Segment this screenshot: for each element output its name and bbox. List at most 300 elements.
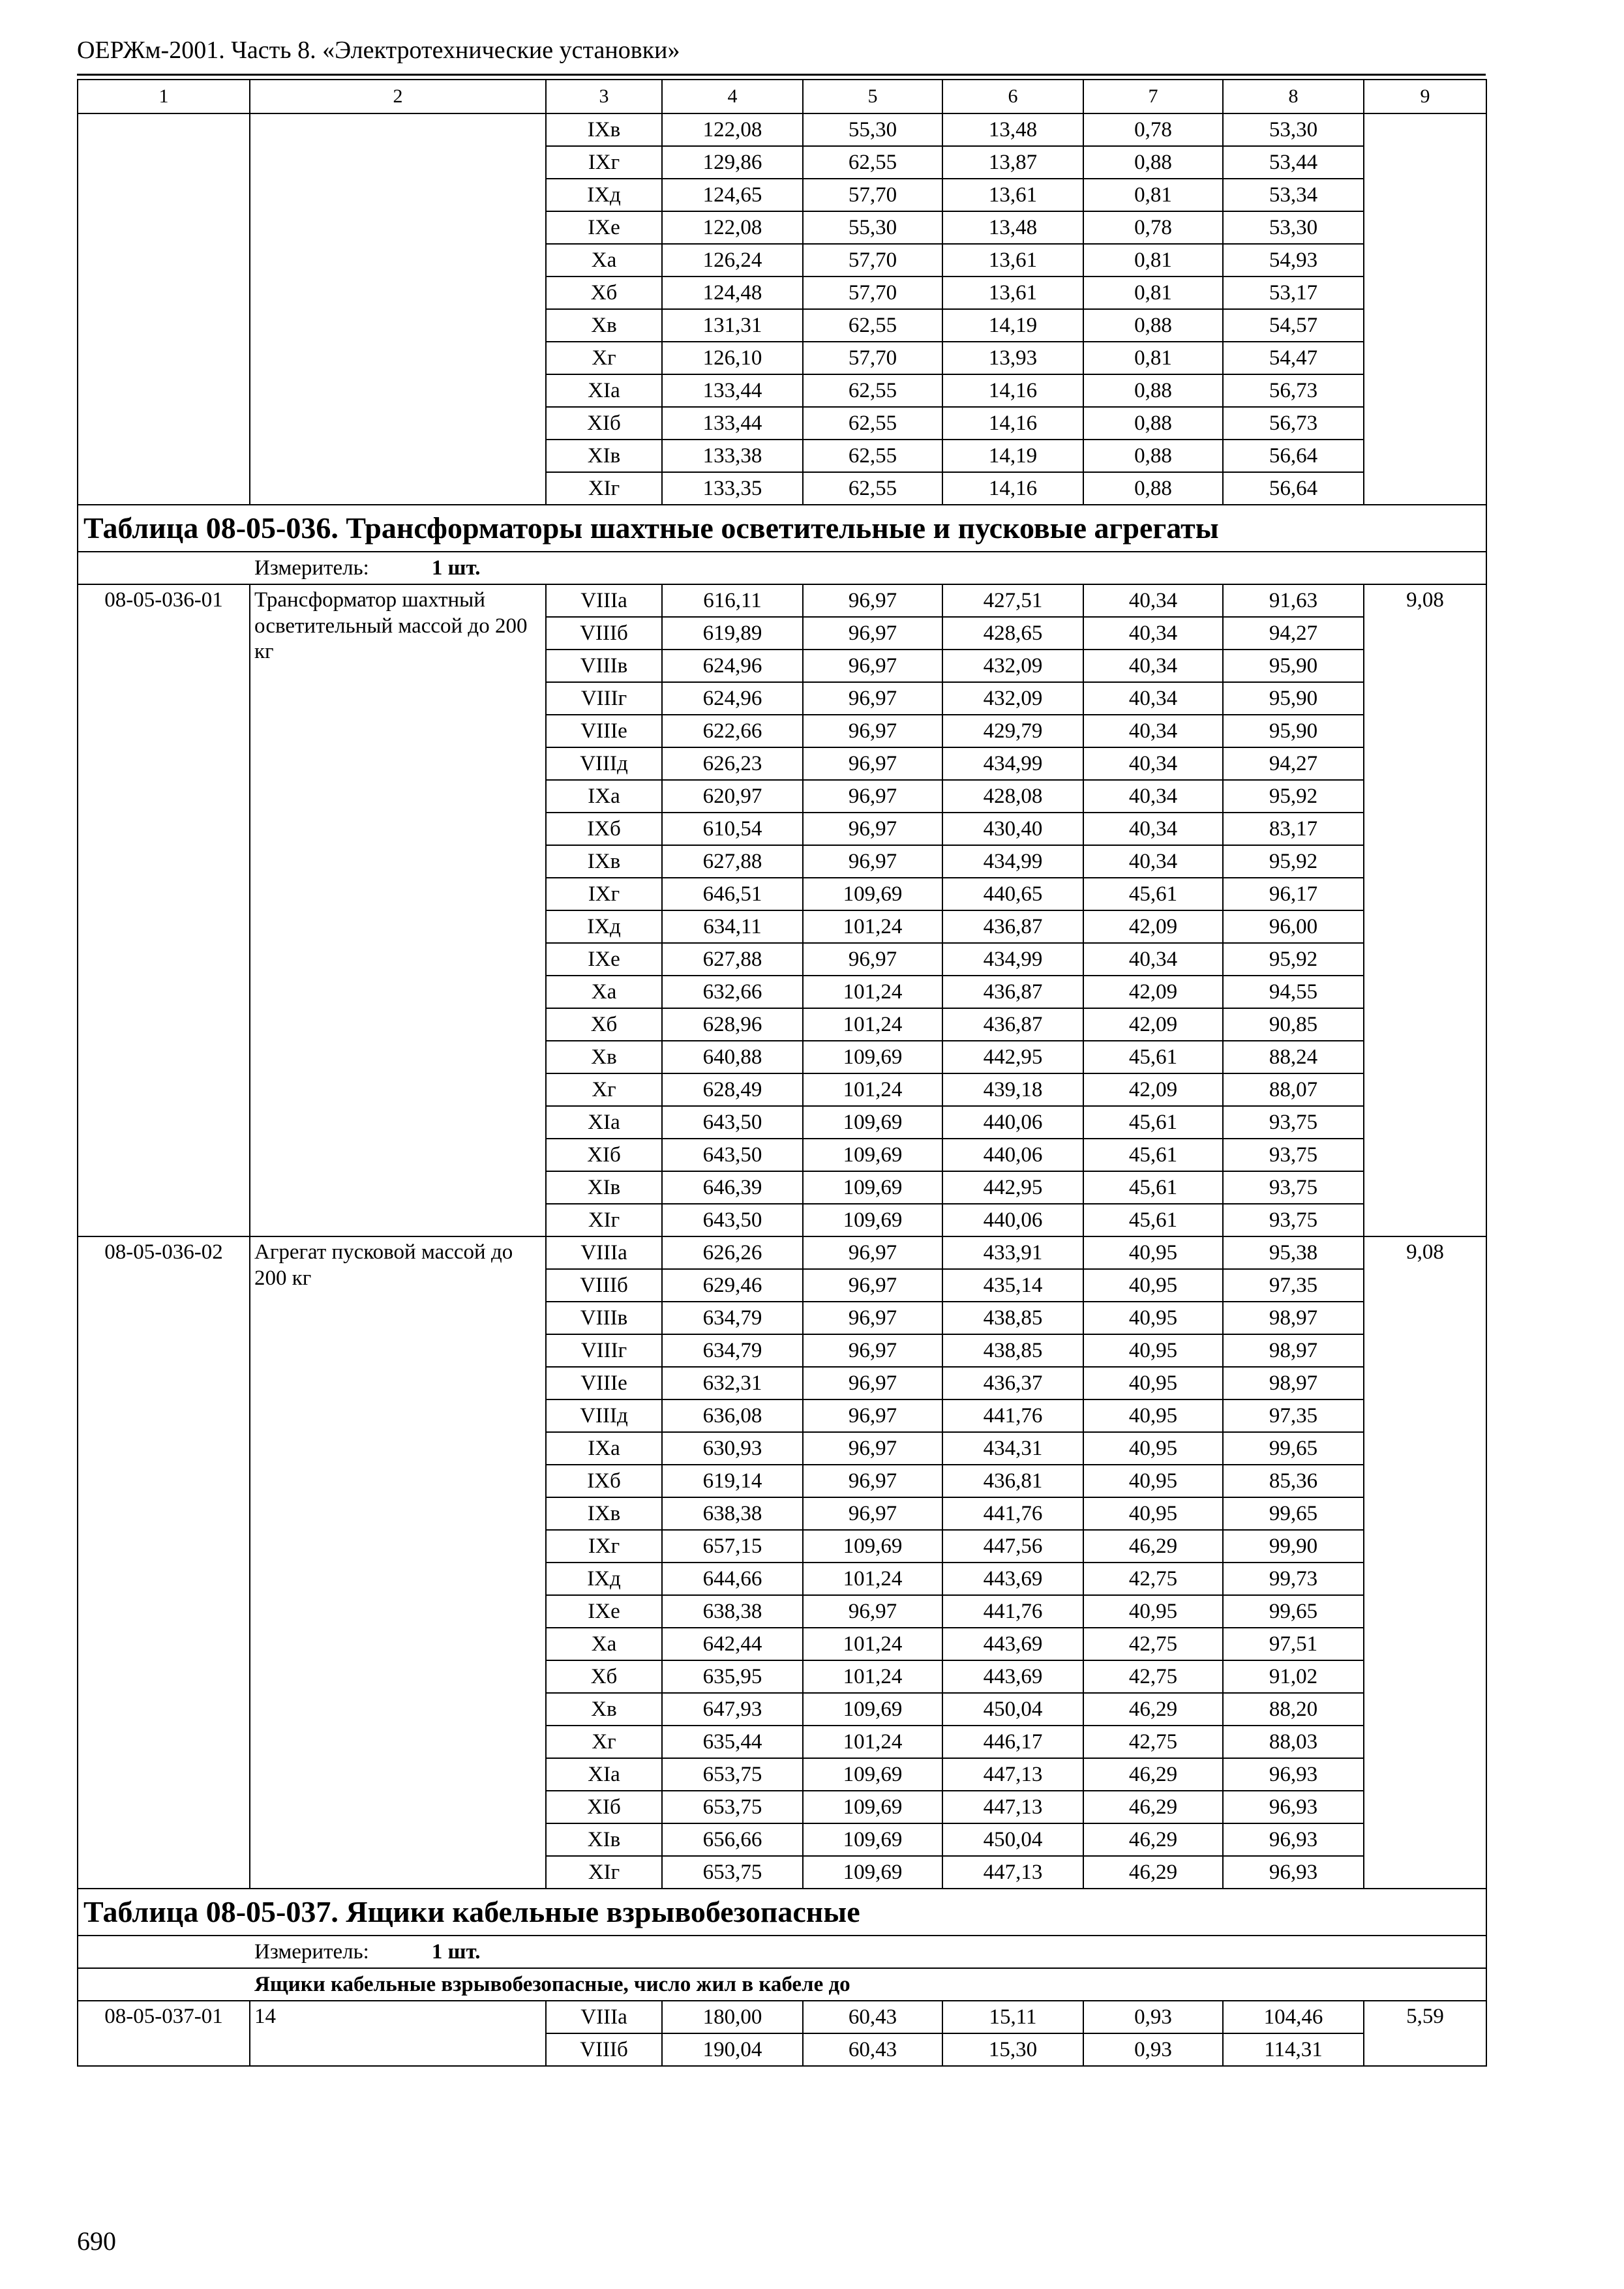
value-cell-8: 53,30 (1223, 211, 1364, 244)
value-cell-5: 96,97 (803, 1399, 942, 1432)
item-name: Агрегат пусковой массой до 200 кг (250, 1236, 546, 1889)
region-cell: Xб (546, 277, 662, 309)
value-cell-6: 434,99 (942, 943, 1083, 976)
value-cell-4: 133,35 (662, 472, 803, 505)
value-cell-5: 62,55 (803, 472, 942, 505)
value-cell-5: 101,24 (803, 1073, 942, 1106)
value-cell-8: 95,92 (1223, 845, 1364, 878)
value-cell-7: 0,81 (1083, 244, 1223, 277)
measure-row (78, 1936, 1486, 1968)
value-cell-7: 46,29 (1083, 1758, 1223, 1791)
value-cell-6: 441,76 (942, 1497, 1083, 1530)
value-cell-7: 42,75 (1083, 1726, 1223, 1758)
value-cell-6: 15,11 (942, 2001, 1083, 2033)
value-cell-5: 96,97 (803, 1269, 942, 1302)
value-cell-8: 54,57 (1223, 309, 1364, 342)
value-cell-6: 15,30 (942, 2033, 1083, 2066)
value-cell-5: 60,43 (803, 2001, 942, 2033)
item-col9: 9,08 (1364, 584, 1486, 1236)
value-cell-5: 109,69 (803, 1530, 942, 1563)
value-cell-6: 433,91 (942, 1236, 1083, 1269)
value-cell-5: 109,69 (803, 1693, 942, 1726)
column-number: 3 (546, 80, 662, 113)
region-cell: XIг (546, 1856, 662, 1889)
value-cell-4: 638,38 (662, 1497, 803, 1530)
region-cell: IXе (546, 1595, 662, 1628)
value-cell-4: 635,44 (662, 1726, 803, 1758)
value-cell-7: 40,95 (1083, 1465, 1223, 1497)
value-cell-7: 42,09 (1083, 910, 1223, 943)
value-cell-8: 96,00 (1223, 910, 1364, 943)
value-cell-4: 180,00 (662, 2001, 803, 2033)
value-cell-8: 90,85 (1223, 1008, 1364, 1041)
value-cell-4: 624,96 (662, 650, 803, 682)
item-name: 14 (250, 2001, 546, 2066)
value-cell-8: 94,27 (1223, 617, 1364, 650)
value-cell-7: 40,95 (1083, 1595, 1223, 1628)
value-cell-4: 653,75 (662, 1856, 803, 1889)
value-cell-8: 96,93 (1223, 1856, 1364, 1889)
table-row (78, 1236, 1486, 1269)
subheader-label: Ящики кабельные взрывобезопасные, число жил в кабеле до (254, 1972, 850, 1996)
value-cell-6: 443,69 (942, 1660, 1083, 1693)
value-cell-6: 435,14 (942, 1269, 1083, 1302)
value-cell-8: 83,17 (1223, 813, 1364, 845)
value-cell-7: 0,88 (1083, 407, 1223, 440)
value-cell-5: 96,97 (803, 780, 942, 813)
value-cell-7: 45,61 (1083, 1041, 1223, 1073)
value-cell-8: 93,75 (1223, 1204, 1364, 1236)
value-cell-5: 109,69 (803, 1106, 942, 1139)
value-cell-5: 57,70 (803, 277, 942, 309)
region-cell: Xг (546, 1073, 662, 1106)
value-cell-4: 124,48 (662, 277, 803, 309)
column-number: 7 (1083, 80, 1223, 113)
value-cell-4: 122,08 (662, 113, 803, 146)
value-cell-4: 657,15 (662, 1530, 803, 1563)
region-cell: IXв (546, 845, 662, 878)
value-cell-4: 626,23 (662, 747, 803, 780)
measure-unit: 1 шт. (431, 1939, 481, 1964)
header-rule (77, 74, 1486, 76)
table-row (78, 2001, 1486, 2033)
item-col9: 5,59 (1364, 2001, 1486, 2066)
value-cell-8: 98,97 (1223, 1302, 1364, 1334)
value-cell-8: 53,44 (1223, 146, 1364, 179)
name-cell-empty (250, 113, 546, 505)
value-cell-7: 45,61 (1083, 1204, 1223, 1236)
value-cell-6: 439,18 (942, 1073, 1083, 1106)
value-cell-6: 436,87 (942, 910, 1083, 943)
value-cell-8: 95,38 (1223, 1236, 1364, 1269)
measure-unit: 1 шт. (431, 556, 481, 580)
value-cell-6: 436,81 (942, 1465, 1083, 1497)
measure-row (78, 552, 1486, 584)
value-cell-6: 440,65 (942, 878, 1083, 910)
region-cell: XIг (546, 1204, 662, 1236)
value-cell-4: 124,65 (662, 179, 803, 211)
item-name: Трансформатор шахтный осветительный массой до 200 кг (250, 584, 546, 1236)
region-cell: VIIIд (546, 1399, 662, 1432)
column-number: 4 (662, 80, 803, 113)
value-cell-4: 133,44 (662, 374, 803, 407)
value-cell-6: 443,69 (942, 1628, 1083, 1660)
value-cell-6: 430,40 (942, 813, 1083, 845)
region-cell: VIIIе (546, 715, 662, 747)
value-cell-5: 96,97 (803, 813, 942, 845)
value-cell-7: 46,29 (1083, 1693, 1223, 1726)
value-cell-6: 13,87 (942, 146, 1083, 179)
value-cell-5: 57,70 (803, 342, 942, 374)
value-cell-5: 109,69 (803, 878, 942, 910)
region-cell: IXд (546, 910, 662, 943)
region-cell: VIIIд (546, 747, 662, 780)
value-cell-6: 13,61 (942, 277, 1083, 309)
value-cell-6: 434,31 (942, 1432, 1083, 1465)
value-cell-4: 131,31 (662, 309, 803, 342)
value-cell-8: 93,75 (1223, 1171, 1364, 1204)
value-cell-6: 432,09 (942, 650, 1083, 682)
value-cell-4: 627,88 (662, 845, 803, 878)
region-cell: Xв (546, 1693, 662, 1726)
value-cell-5: 96,97 (803, 1367, 942, 1399)
value-cell-7: 0,81 (1083, 277, 1223, 309)
value-cell-8: 53,17 (1223, 277, 1364, 309)
page-header: ОЕРЖм-2001. Часть 8. «Электротехнические установки» (77, 37, 680, 64)
value-cell-4: 133,38 (662, 440, 803, 472)
region-cell: XIг (546, 472, 662, 505)
value-cell-7: 40,34 (1083, 747, 1223, 780)
region-cell: XIа (546, 1758, 662, 1791)
value-cell-8: 94,55 (1223, 976, 1364, 1008)
value-cell-6: 441,76 (942, 1399, 1083, 1432)
table-title: Таблица 08-05-036. Трансформаторы шахтные осветительные и пусковые агрегаты (78, 505, 1486, 552)
value-cell-8: 85,36 (1223, 1465, 1364, 1497)
value-cell-4: 610,54 (662, 813, 803, 845)
value-cell-7: 40,34 (1083, 650, 1223, 682)
value-cell-7: 40,95 (1083, 1302, 1223, 1334)
value-cell-6: 14,16 (942, 374, 1083, 407)
value-cell-8: 99,65 (1223, 1497, 1364, 1530)
value-cell-5: 96,97 (803, 1497, 942, 1530)
value-cell-8: 56,73 (1223, 407, 1364, 440)
region-cell: VIIIв (546, 1302, 662, 1334)
value-cell-6: 447,13 (942, 1791, 1083, 1823)
value-cell-4: 126,24 (662, 244, 803, 277)
value-cell-5: 62,55 (803, 309, 942, 342)
value-cell-7: 45,61 (1083, 878, 1223, 910)
region-cell: IXа (546, 780, 662, 813)
value-cell-6: 447,56 (942, 1530, 1083, 1563)
value-cell-8: 99,65 (1223, 1432, 1364, 1465)
region-cell: IXб (546, 1465, 662, 1497)
value-cell-6: 442,95 (942, 1041, 1083, 1073)
value-cell-6: 446,17 (942, 1726, 1083, 1758)
measure-cell (78, 1936, 1486, 1968)
value-cell-8: 91,63 (1223, 584, 1364, 617)
value-cell-8: 95,90 (1223, 715, 1364, 747)
value-cell-7: 46,29 (1083, 1791, 1223, 1823)
value-cell-8: 95,90 (1223, 682, 1364, 715)
col9-cell-empty (1364, 113, 1486, 505)
value-cell-7: 40,95 (1083, 1367, 1223, 1399)
value-cell-7: 0,88 (1083, 309, 1223, 342)
value-cell-4: 634,79 (662, 1334, 803, 1367)
region-cell: Xб (546, 1008, 662, 1041)
value-cell-7: 42,75 (1083, 1660, 1223, 1693)
column-number: 1 (78, 80, 250, 113)
rates-table (77, 79, 1487, 2067)
region-cell: XIв (546, 440, 662, 472)
value-cell-6: 440,06 (942, 1139, 1083, 1171)
region-cell: IXв (546, 1497, 662, 1530)
value-cell-5: 109,69 (803, 1139, 942, 1171)
value-cell-8: 56,64 (1223, 440, 1364, 472)
value-cell-7: 0,88 (1083, 472, 1223, 505)
value-cell-6: 428,65 (942, 617, 1083, 650)
column-number: 5 (803, 80, 942, 113)
value-cell-4: 628,49 (662, 1073, 803, 1106)
value-cell-7: 42,09 (1083, 1008, 1223, 1041)
value-cell-8: 95,92 (1223, 780, 1364, 813)
value-cell-4: 133,44 (662, 407, 803, 440)
value-cell-8: 53,34 (1223, 179, 1364, 211)
value-cell-4: 643,50 (662, 1204, 803, 1236)
region-cell: VIIIг (546, 682, 662, 715)
value-cell-7: 42,75 (1083, 1563, 1223, 1595)
value-cell-4: 122,08 (662, 211, 803, 244)
value-cell-8: 96,93 (1223, 1791, 1364, 1823)
subheader-cell (78, 1968, 1486, 2001)
value-cell-7: 0,88 (1083, 440, 1223, 472)
region-cell: VIIIб (546, 2033, 662, 2066)
value-cell-4: 616,11 (662, 584, 803, 617)
value-cell-7: 40,95 (1083, 1432, 1223, 1465)
value-cell-6: 438,85 (942, 1334, 1083, 1367)
value-cell-8: 88,20 (1223, 1693, 1364, 1726)
value-cell-4: 129,86 (662, 146, 803, 179)
value-cell-4: 647,93 (662, 1693, 803, 1726)
value-cell-7: 0,81 (1083, 179, 1223, 211)
value-cell-5: 55,30 (803, 211, 942, 244)
table-row (78, 584, 1486, 617)
value-cell-7: 45,61 (1083, 1139, 1223, 1171)
value-cell-5: 96,97 (803, 1465, 942, 1497)
value-cell-5: 96,97 (803, 584, 942, 617)
value-cell-8: 88,24 (1223, 1041, 1364, 1073)
value-cell-4: 628,96 (662, 1008, 803, 1041)
value-cell-7: 0,93 (1083, 2033, 1223, 2066)
region-cell: VIIIв (546, 650, 662, 682)
value-cell-7: 40,34 (1083, 682, 1223, 715)
value-cell-5: 96,97 (803, 650, 942, 682)
value-cell-5: 101,24 (803, 1008, 942, 1041)
region-cell: XIв (546, 1823, 662, 1856)
value-cell-5: 109,69 (803, 1758, 942, 1791)
value-cell-5: 96,97 (803, 617, 942, 650)
value-cell-5: 109,69 (803, 1791, 942, 1823)
value-cell-8: 99,73 (1223, 1563, 1364, 1595)
region-cell: Xб (546, 1660, 662, 1693)
value-cell-7: 40,95 (1083, 1399, 1223, 1432)
value-cell-4: 642,44 (662, 1628, 803, 1660)
value-cell-4: 644,66 (662, 1563, 803, 1595)
value-cell-7: 40,95 (1083, 1236, 1223, 1269)
value-cell-4: 646,51 (662, 878, 803, 910)
value-cell-7: 0,88 (1083, 374, 1223, 407)
region-cell: XIа (546, 1106, 662, 1139)
value-cell-7: 40,95 (1083, 1497, 1223, 1530)
value-cell-4: 626,26 (662, 1236, 803, 1269)
value-cell-8: 104,46 (1223, 2001, 1364, 2033)
value-cell-6: 441,76 (942, 1595, 1083, 1628)
value-cell-5: 101,24 (803, 1726, 942, 1758)
table-row (78, 113, 1486, 146)
value-cell-7: 40,95 (1083, 1334, 1223, 1367)
region-cell: VIIIа (546, 2001, 662, 2033)
region-cell: XIа (546, 374, 662, 407)
value-cell-6: 450,04 (942, 1693, 1083, 1726)
value-cell-7: 46,29 (1083, 1823, 1223, 1856)
value-cell-8: 114,31 (1223, 2033, 1364, 2066)
value-cell-8: 97,35 (1223, 1399, 1364, 1432)
value-cell-7: 40,34 (1083, 813, 1223, 845)
value-cell-7: 0,78 (1083, 113, 1223, 146)
value-cell-7: 40,95 (1083, 1269, 1223, 1302)
value-cell-6: 14,16 (942, 472, 1083, 505)
column-number: 2 (250, 80, 546, 113)
value-cell-7: 0,81 (1083, 342, 1223, 374)
value-cell-6: 450,04 (942, 1823, 1083, 1856)
value-cell-4: 126,10 (662, 342, 803, 374)
value-cell-6: 447,13 (942, 1758, 1083, 1791)
value-cell-8: 96,17 (1223, 878, 1364, 910)
region-cell: VIIIе (546, 1367, 662, 1399)
value-cell-8: 96,93 (1223, 1758, 1364, 1791)
value-cell-8: 99,65 (1223, 1595, 1364, 1628)
value-cell-8: 54,93 (1223, 244, 1364, 277)
region-cell: Xа (546, 244, 662, 277)
value-cell-5: 96,97 (803, 1302, 942, 1334)
value-cell-4: 636,08 (662, 1399, 803, 1432)
region-cell: VIIIг (546, 1334, 662, 1367)
value-cell-8: 95,92 (1223, 943, 1364, 976)
value-cell-8: 54,47 (1223, 342, 1364, 374)
value-cell-6: 440,06 (942, 1204, 1083, 1236)
measure-label: Измеритель: (254, 556, 369, 580)
region-cell: VIIIа (546, 1236, 662, 1269)
item-code: 08-05-036-01 (78, 584, 250, 1236)
value-cell-8: 53,30 (1223, 113, 1364, 146)
value-cell-5: 96,97 (803, 1432, 942, 1465)
value-cell-4: 627,88 (662, 943, 803, 976)
region-cell: IXд (546, 179, 662, 211)
value-cell-8: 96,93 (1223, 1823, 1364, 1856)
value-cell-5: 109,69 (803, 1204, 942, 1236)
value-cell-4: 656,66 (662, 1823, 803, 1856)
value-cell-6: 13,61 (942, 179, 1083, 211)
region-cell: Xа (546, 1628, 662, 1660)
value-cell-6: 438,85 (942, 1302, 1083, 1334)
region-cell: IXг (546, 1530, 662, 1563)
value-cell-5: 57,70 (803, 179, 942, 211)
region-cell: VIIIб (546, 1269, 662, 1302)
value-cell-8: 91,02 (1223, 1660, 1364, 1693)
value-cell-7: 42,75 (1083, 1628, 1223, 1660)
value-cell-7: 0,93 (1083, 2001, 1223, 2033)
region-cell: IXе (546, 211, 662, 244)
value-cell-8: 97,51 (1223, 1628, 1364, 1660)
column-number: 6 (942, 80, 1083, 113)
region-cell: Xв (546, 1041, 662, 1073)
measure-cell (78, 552, 1486, 584)
value-cell-6: 434,99 (942, 747, 1083, 780)
table-title: Таблица 08-05-037. Ящики кабельные взрывобезопасные (78, 1889, 1486, 1936)
value-cell-5: 60,43 (803, 2033, 942, 2066)
code-cell-empty (78, 113, 250, 505)
value-cell-4: 634,11 (662, 910, 803, 943)
value-cell-8: 98,97 (1223, 1334, 1364, 1367)
value-cell-5: 96,97 (803, 682, 942, 715)
value-cell-5: 96,97 (803, 747, 942, 780)
value-cell-6: 14,16 (942, 407, 1083, 440)
value-cell-7: 0,78 (1083, 211, 1223, 244)
value-cell-5: 101,24 (803, 1563, 942, 1595)
column-number: 9 (1364, 80, 1486, 113)
value-cell-4: 646,39 (662, 1171, 803, 1204)
value-cell-5: 101,24 (803, 1660, 942, 1693)
value-cell-4: 634,79 (662, 1302, 803, 1334)
table-title-row (78, 505, 1486, 552)
region-cell: Xг (546, 1726, 662, 1758)
value-cell-6: 443,69 (942, 1563, 1083, 1595)
value-cell-8: 94,27 (1223, 747, 1364, 780)
value-cell-7: 45,61 (1083, 1106, 1223, 1139)
value-cell-5: 57,70 (803, 244, 942, 277)
value-cell-5: 62,55 (803, 440, 942, 472)
value-cell-8: 95,90 (1223, 650, 1364, 682)
value-cell-5: 109,69 (803, 1823, 942, 1856)
region-cell: IXа (546, 1432, 662, 1465)
value-cell-5: 101,24 (803, 976, 942, 1008)
value-cell-8: 93,75 (1223, 1139, 1364, 1171)
value-cell-7: 46,29 (1083, 1856, 1223, 1889)
value-cell-6: 440,06 (942, 1106, 1083, 1139)
value-cell-7: 42,09 (1083, 1073, 1223, 1106)
value-cell-6: 13,61 (942, 244, 1083, 277)
region-cell: IXб (546, 813, 662, 845)
value-cell-8: 93,75 (1223, 1106, 1364, 1139)
value-cell-6: 432,09 (942, 682, 1083, 715)
value-cell-5: 62,55 (803, 407, 942, 440)
region-cell: VIIIа (546, 584, 662, 617)
region-cell: XIб (546, 407, 662, 440)
value-cell-6: 436,37 (942, 1367, 1083, 1399)
value-cell-7: 40,34 (1083, 617, 1223, 650)
value-cell-4: 643,50 (662, 1139, 803, 1171)
value-cell-5: 96,97 (803, 845, 942, 878)
value-cell-6: 429,79 (942, 715, 1083, 747)
value-cell-7: 40,34 (1083, 845, 1223, 878)
value-cell-4: 630,93 (662, 1432, 803, 1465)
value-cell-6: 14,19 (942, 309, 1083, 342)
value-cell-5: 55,30 (803, 113, 942, 146)
value-cell-6: 13,93 (942, 342, 1083, 374)
value-cell-5: 96,97 (803, 1334, 942, 1367)
value-cell-7: 40,34 (1083, 780, 1223, 813)
value-cell-8: 88,07 (1223, 1073, 1364, 1106)
value-cell-4: 624,96 (662, 682, 803, 715)
